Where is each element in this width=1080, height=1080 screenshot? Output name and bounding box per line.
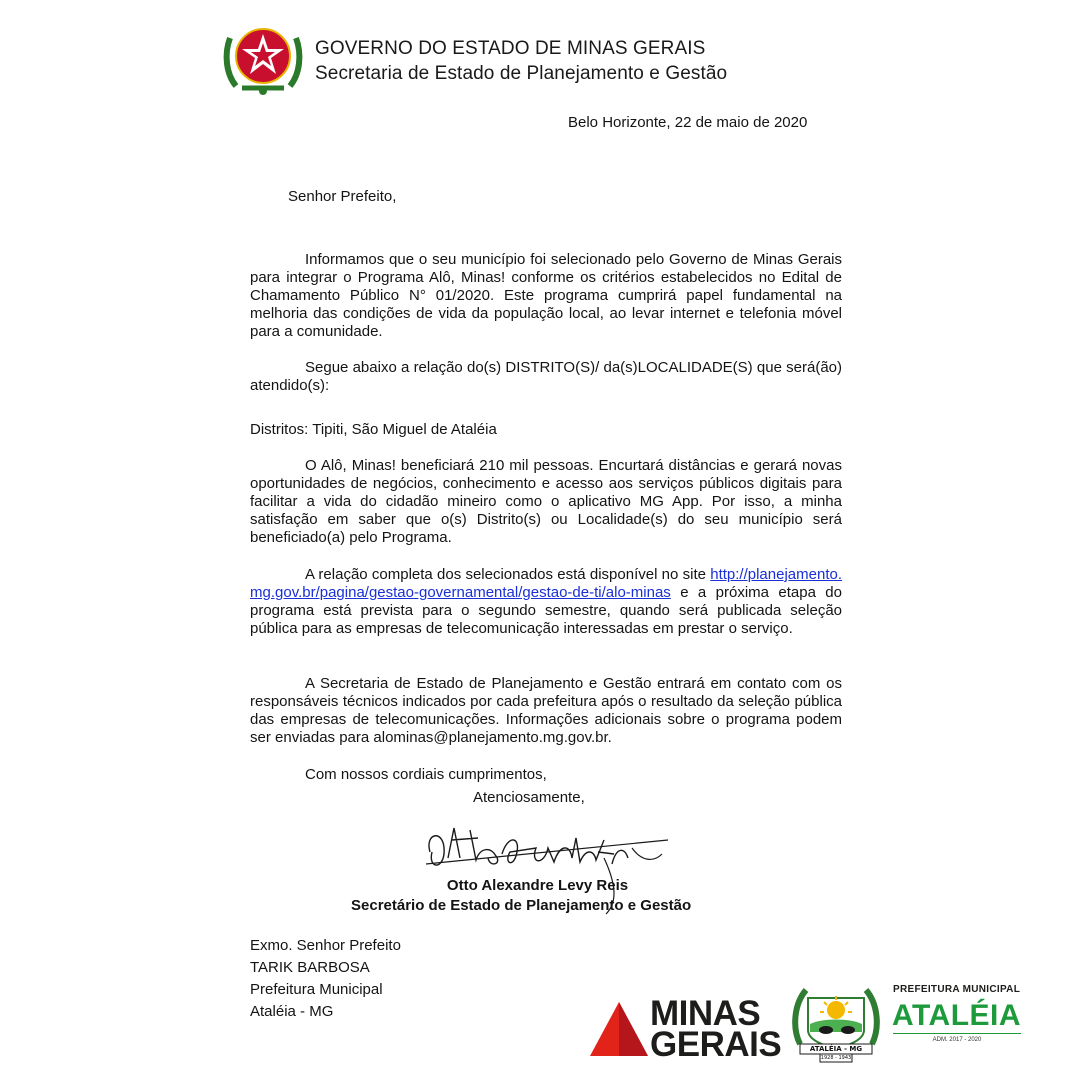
paragraph-5: A Secretaria de Estado de Planejamento e Gestão entrará em contato com os responsáveis técnicos indicados por cada prefeitura após o resultado da seleção pública das empresas de telecomunicações. Informações adicionais sobre o programa podem ser enviadas para alominas@planejamento.mg.gov.br. — [250, 675, 842, 746]
minas-wordmark-line1: MINAS — [650, 994, 761, 1033]
header-org: GOVERNO DO ESTADO DE MINAS GERAIS — [315, 38, 706, 59]
regards-line: Atenciosamente, — [473, 789, 585, 806]
minas-gerais-wordmark — [650, 994, 782, 1064]
closing-line: Com nossos cordiais cumprimentos, — [305, 766, 547, 783]
pref-label: PREFEITURA MUNICIPAL — [893, 984, 1021, 995]
program-website-link[interactable]: http://planejamento.mg.gov.br/pagina/gestao-governamental/gestao-de-ti/alo-minas — [250, 566, 842, 601]
paragraph-2: Segue abaixo a relação do(s) DISTRITO(S)/ da(s)LOCALIDADE(S) que será(ão) atendido(s): — [250, 359, 842, 394]
recipient-line-2: TARIK BARBOSA — [250, 959, 370, 976]
signer-name: Otto Alexandre Levy Reis — [446, 877, 629, 894]
paragraph-3-text: O Alô, Minas! beneficiará 210 mil pessoas. Encurtará distâncias e gerará novas oportunidades de negócios, conhecimento e acesso aos serviços públicos digitais para facilitar a vida do cidadão mineiro como o aplicativo MG App. Por isso, a minha satisfação em saber que o(s) Distrito(s) ou Localidade(s) do seu município será beneficiado(a) pelo Programa. — [250, 457, 842, 546]
letter-date: Belo Horizonte, 22 de maio de 2020 — [568, 114, 808, 131]
pref-adm: ADM. 2017 - 2020 — [932, 1037, 982, 1043]
signer-title: Secretário de Estado de Planejamento e Gestão — [351, 897, 692, 914]
recipient-line-1: Exmo. Senhor Prefeito — [250, 937, 401, 954]
crest-years: 1928 - 1943 — [820, 1055, 852, 1061]
pref-name: ATALÉIA — [892, 999, 1022, 1032]
header-dept: Secretaria de Estado de Planejamento e Gestão — [315, 63, 728, 84]
recipient-line-3: Prefeitura Municipal — [250, 981, 383, 998]
salutation: Senhor Prefeito, — [288, 188, 397, 205]
recipient-line-4: Ataléia - MG — [250, 1003, 334, 1020]
minas-wordmark-line2: GERAIS — [650, 1025, 782, 1064]
minas-gerais-coat-of-arms-icon — [222, 16, 304, 98]
pref-divider — [893, 1033, 1021, 1034]
paragraph-4-text-after: e a próxima etapa do programa está prevista para o segundo semestre, quando será publicada seleção pública para as empresas de telecomunicação interessadas em prestar o serviço. — [250, 584, 842, 637]
crest-banner-text: ATALÉIA - MG — [809, 1045, 863, 1053]
paragraph-3 — [250, 457, 842, 547]
minas-gerais-triangle-logo-icon — [588, 1000, 650, 1058]
paragraph-1: Informamos que o seu município foi selecionado pelo Governo de Minas Gerais para integrar o Programa Alô, Minas! conforme os critérios estabelecidos no Edital de Chamamento Público N° 01/2020. Este programa cumprirá papel fundamental na melhoria das condições de vida da população local, ao levar internet e telefonia móvel para a comunidade. — [250, 251, 842, 340]
recipient-block — [250, 935, 401, 1023]
districts-line: Distritos: Tipiti, São Miguel de Ataléia — [250, 421, 497, 438]
paragraph-4 — [250, 566, 842, 638]
paragraph-4-text-before: A relação completa dos selecionados está disponível no site — [305, 566, 706, 583]
